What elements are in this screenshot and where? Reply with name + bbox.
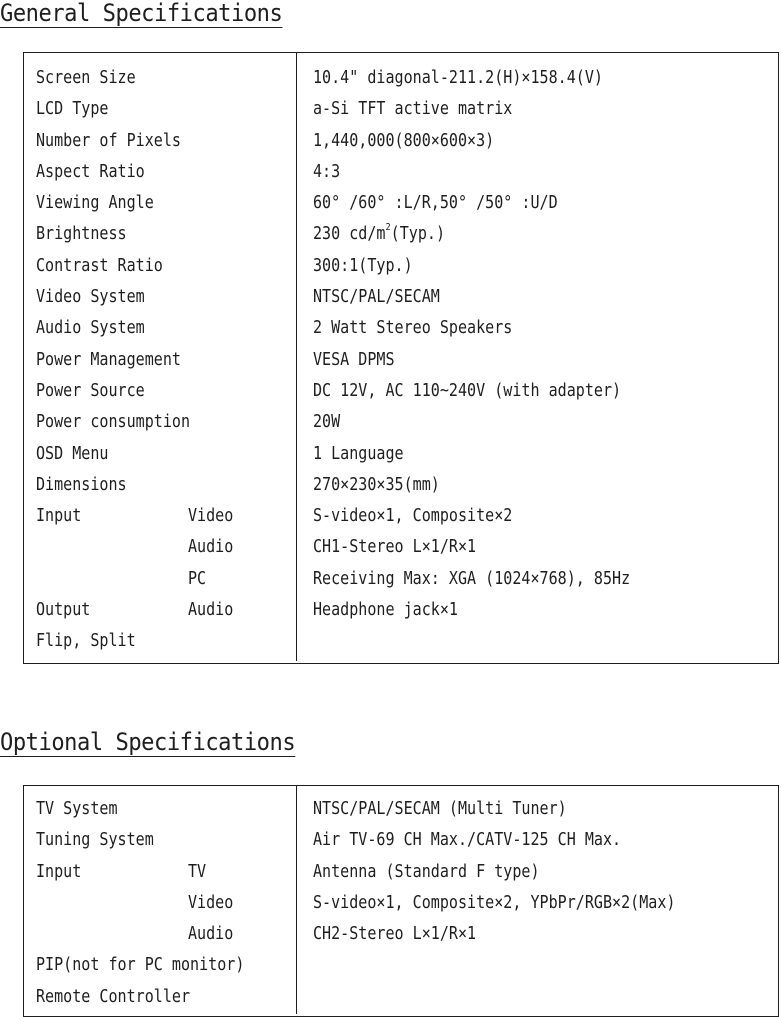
spec-label: Brightness	[36, 224, 127, 245]
spec-value: NTSC/PAL/SECAM	[313, 287, 440, 308]
spec-row-number-of-pixels	[24, 126, 778, 157]
spec-row-brightness	[24, 219, 778, 250]
spec-label: Audio System	[36, 318, 145, 339]
spec-label: Power Management	[36, 349, 181, 370]
spec-value: CH2-Stereo L×1/R×1	[313, 924, 477, 945]
spec-value: 1,440,000(800×600×3)	[313, 130, 495, 151]
spec-row-audio-system	[24, 313, 778, 344]
spec-label: Power Source	[36, 380, 145, 401]
spec-row-osd-menu	[24, 439, 778, 470]
spec-value	[313, 219, 445, 250]
spec-row-remote-controller	[24, 982, 778, 1013]
optional-specifications-heading: Optional Specifications	[0, 728, 296, 756]
spec-value: 4:3	[313, 161, 341, 182]
brightness-value: 230 cd/m	[313, 224, 386, 245]
spec-value: VESA DPMS	[313, 349, 395, 370]
spec-row-flip-split	[24, 626, 778, 657]
spec-sublabel: Audio	[188, 537, 234, 558]
spec-label: Input	[36, 506, 82, 527]
spec-value: 20W	[313, 412, 341, 433]
spec-label: LCD Type	[36, 99, 109, 120]
spec-value: 10.4" diagonal-211.2(H)×158.4(V)	[313, 68, 603, 88]
spec-label: Tuning System	[36, 830, 154, 851]
spec-row-tv-system	[24, 794, 778, 825]
spec-value: S-video×1, Composite×2, YPbPr/RGB×2(Max)	[313, 892, 676, 913]
spec-label: Power consumption	[36, 412, 191, 433]
spec-value: NTSC/PAL/SECAM (Multi Tuner)	[313, 799, 567, 819]
general-specifications-table	[23, 52, 779, 664]
spec-sublabel: TV	[188, 861, 207, 882]
spec-row-input-video	[24, 501, 778, 532]
spec-label: Video System	[36, 287, 145, 308]
spec-row-power-source	[24, 376, 778, 407]
spec-label: Remote Controller	[36, 986, 191, 1007]
spec-row-input-tv	[24, 857, 778, 888]
spec-label: Dimensions	[36, 474, 127, 495]
spec-row-input-pc	[24, 564, 778, 595]
spec-value: 2 Watt Stereo Speakers	[313, 318, 513, 339]
spec-label: PIP(not for PC monitor)	[36, 955, 245, 976]
spec-value: 270×230×35(mm)	[313, 474, 440, 495]
spec-label: Contrast Ratio	[36, 255, 163, 276]
spec-value: DC 12V, AC 110~240V (with adapter)	[313, 380, 622, 401]
optional-specifications-table	[23, 785, 779, 1017]
general-specifications-heading: General Specifications	[0, 0, 283, 27]
spec-label: Screen Size	[36, 68, 136, 88]
brightness-typ: (Typ.)	[390, 224, 446, 245]
spec-value: CH1-Stereo L×1/R×1	[313, 537, 477, 558]
spec-row-power-consumption	[24, 407, 778, 438]
spec-label: Viewing Angle	[36, 193, 154, 214]
spec-row-input-audio	[24, 532, 778, 563]
spec-row-pip	[24, 950, 778, 981]
spec-label: Input	[36, 861, 82, 882]
spec-value: Receiving Max: XGA (1024×768), 85Hz	[313, 568, 631, 589]
spec-value: Air TV-69 CH Max./CATV-125 CH Max.	[313, 830, 622, 851]
spec-label: Flip, Split	[36, 631, 136, 652]
spec-sublabel: PC	[188, 568, 207, 589]
spec-label: Number of Pixels	[36, 130, 181, 151]
spec-row-dimensions	[24, 470, 778, 501]
spec-row-video-system	[24, 282, 778, 313]
spec-label: OSD Menu	[36, 443, 109, 464]
spec-row-power-management	[24, 345, 778, 376]
spec-row-input-video	[24, 888, 778, 919]
spec-sublabel: Audio	[188, 924, 234, 945]
spec-label: TV System	[36, 799, 118, 819]
spec-row-viewing-angle	[24, 188, 778, 219]
spec-row-contrast-ratio	[24, 251, 778, 282]
spec-row-lcd-type	[24, 94, 778, 125]
spec-sublabel: Video	[188, 892, 234, 913]
superscript-2: 2	[385, 222, 391, 234]
spec-sublabel: Audio	[188, 600, 234, 621]
spec-value: 60° /60° :L/R,50° /50° :U/D	[313, 193, 558, 214]
spec-row-aspect-ratio	[24, 157, 778, 188]
spec-row-output-audio	[24, 595, 778, 626]
spec-label: Output	[36, 600, 91, 621]
spec-label: Aspect Ratio	[36, 161, 145, 182]
spec-value: 1 Language	[313, 443, 404, 464]
spec-row-input-audio	[24, 919, 778, 950]
spec-value: Headphone jack×1	[313, 600, 458, 621]
spec-value: S-video×1, Composite×2	[313, 506, 513, 527]
spec-sublabel: Video	[188, 506, 234, 527]
spec-row-tuning-system	[24, 825, 778, 856]
spec-value: 300:1(Typ.)	[313, 255, 413, 276]
spec-value: a-Si TFT active matrix	[313, 99, 513, 120]
spec-value: Antenna (Standard F type)	[313, 861, 540, 882]
spec-row-screen-size	[24, 63, 778, 94]
